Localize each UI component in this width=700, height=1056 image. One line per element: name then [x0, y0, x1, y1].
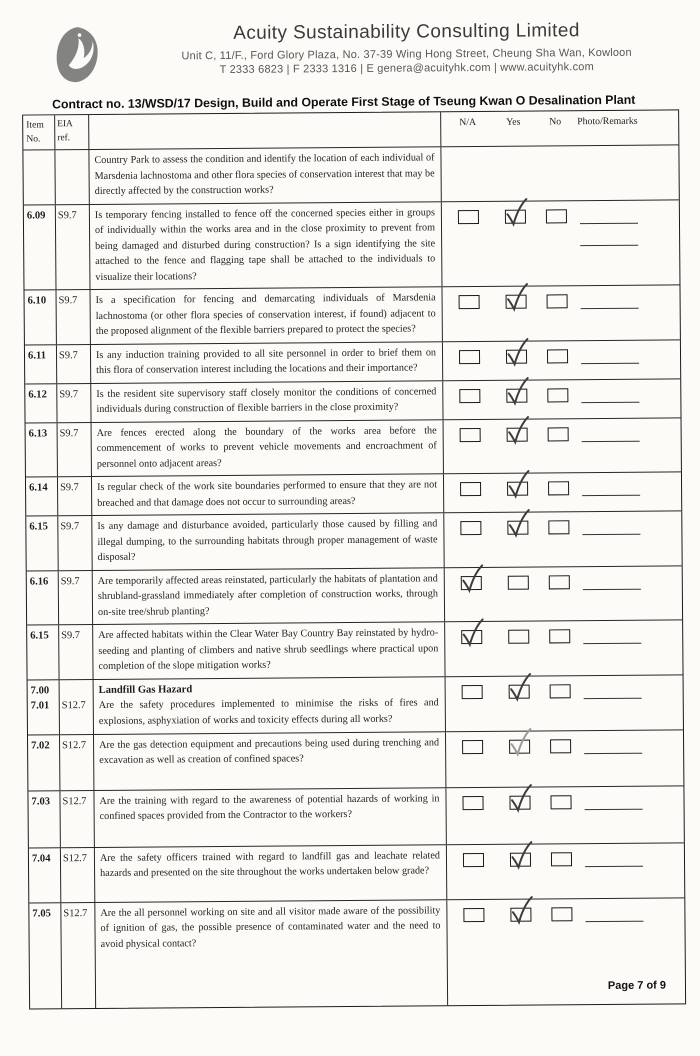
checkbox-yes	[506, 349, 527, 363]
table-header-row	[23, 110, 678, 150]
question-cell	[94, 788, 446, 847]
question-cell	[89, 147, 441, 203]
item-no-cell: 6.15	[27, 625, 59, 679]
table-row	[29, 898, 685, 1008]
checkbox-na	[459, 388, 480, 402]
response-cell	[444, 418, 681, 473]
check-mark	[503, 197, 529, 227]
table-row	[23, 145, 678, 205]
item-no-cell: 7.03	[28, 791, 60, 847]
question-cell	[95, 900, 448, 1008]
checkbox-na	[463, 852, 484, 866]
response-cell	[444, 511, 681, 566]
check-mark	[459, 563, 485, 593]
item-no-cell: 6.09	[24, 205, 57, 290]
checkbox-no	[547, 388, 568, 402]
page-number: Page 7 of 9	[607, 979, 667, 992]
table-row	[24, 200, 680, 291]
item-no-cell: 6.10	[25, 290, 57, 344]
checkbox-na	[460, 521, 481, 535]
checkbox-na	[461, 630, 482, 644]
eia-ref-cell: S12.7	[61, 903, 96, 1008]
question-text: Is regular check of the work site boundaries performed to ensure that they are not breached and that damage does not occur to surrounding areas?	[97, 479, 438, 509]
check-mark	[508, 895, 534, 925]
question-cell	[92, 420, 444, 476]
question-text: Is any damage and disturbance avoided, particularly those caused by filling and illegal dumping, to the surrounding habitats through proper management of waste disposal?	[97, 518, 438, 563]
col-header-responses	[441, 110, 678, 146]
eia-ref-cell: S12.7	[60, 680, 94, 734]
checkbox-no	[548, 520, 569, 534]
checkbox-no	[548, 427, 569, 441]
table-row	[26, 418, 681, 478]
eia-ref-cell: S9.7	[59, 625, 93, 679]
remarks-line	[582, 534, 640, 535]
response-cell	[442, 285, 679, 340]
table-row	[26, 511, 681, 571]
item-no-cell: 6.16	[27, 571, 59, 625]
question-text: Is temporary fencing installed to fence off the concerned species either in groups of individually within the works area and in the close proximity to prevent from being damaged and disturbed during construction? Is a sign identifying the site attached to the fence and flagging tape shall be attached to the individuals to visualize their locations?	[94, 206, 436, 283]
col-header-eia-ref: EIA ref.	[55, 115, 89, 149]
check-mark	[504, 376, 530, 406]
remarks-line	[584, 752, 642, 753]
remarks-line	[580, 244, 638, 245]
checkbox-no	[550, 795, 571, 809]
checkbox-yes	[509, 795, 530, 809]
item-no-cell: 6.14	[26, 477, 58, 515]
checkbox-na	[462, 739, 483, 753]
bird-icon	[54, 26, 100, 84]
question-text: Are affected habitats within the Clear Water Bay Country Bay reinstated by hydro-seeding and planting of climbers and native shrub seedlings where practical upon completion of the slope mitigation works?	[98, 627, 439, 672]
question-text: Is any induction training provided to all site personnel in order to brief them on this flora of conservation interest including the locations and their importance?	[95, 346, 437, 376]
table-row	[27, 566, 682, 626]
table-row	[25, 379, 680, 423]
remarks-line	[585, 865, 643, 866]
response-cell	[444, 472, 681, 512]
col-header-photo-remarks: Photo/Remarks	[577, 115, 638, 128]
question-text: Country Park to assess the condition and identify the location of each individual of Marsdenia lachnostoma and other flora species of conservation interest that may be directly affected by the construction works?	[94, 152, 435, 197]
table-row	[28, 675, 683, 735]
letterhead-text	[136, 19, 676, 76]
question-cell	[91, 342, 443, 383]
question-text: Are temporarily affected areas reinstated, particularly the habitats of plantation and shrubland-grassland immediately after completion of construction works, through on-site tree/shrub planting?	[97, 572, 438, 618]
question-cell	[95, 845, 447, 902]
checkbox-yes	[508, 630, 529, 644]
checkbox-no	[551, 907, 572, 921]
company-contact: T 2333 6823 | F 2333 1316 | E genera@acuityhk.com | www.acuityhk.com	[219, 61, 594, 77]
eia-ref-cell: S9.7	[59, 571, 93, 625]
response-cell	[445, 566, 682, 621]
question-cell	[92, 513, 444, 569]
checkbox-no	[550, 684, 571, 698]
table-row	[25, 340, 680, 384]
col-header-question	[89, 112, 441, 149]
remarks-line	[582, 495, 640, 496]
eia-ref-cell: S9.7	[58, 477, 92, 515]
col-header-na: N/A	[459, 116, 477, 129]
remarks-line	[585, 920, 643, 921]
col-header-yes: Yes	[506, 116, 521, 128]
eia-ref-cell: S9.7	[58, 516, 92, 570]
section-heading: Landfill Gas Hazard	[98, 683, 193, 696]
eia-ref-cell: S12.7	[60, 791, 94, 847]
check-mark	[503, 283, 529, 313]
check-mark	[508, 840, 534, 870]
item-no-cell: 6.13	[26, 423, 58, 477]
check-mark	[504, 337, 530, 367]
contract-title: Contract no. 13/WSD/17 Design, Build and Operate First Stage of Tseung Kwan O Desalination Plant	[51, 92, 636, 112]
item-no-cell: 6.12	[25, 384, 57, 422]
table-row	[28, 730, 683, 791]
acuity-bird-logo	[54, 26, 100, 84]
remarks-line	[582, 440, 640, 441]
checklist-rows	[23, 145, 685, 1008]
checkbox-no	[550, 739, 571, 753]
eia-ref-cell: S12.7	[61, 848, 95, 902]
item-no-cell: 6.11	[25, 345, 57, 383]
question-cell	[93, 568, 445, 624]
eia-ref-cell: S9.7	[57, 384, 91, 422]
check-mark	[507, 783, 533, 813]
checkbox-yes	[505, 209, 526, 223]
checkbox-yes	[507, 427, 528, 441]
check-mark	[507, 672, 533, 702]
checkbox-no	[547, 294, 568, 308]
question-cell	[94, 677, 446, 734]
question-text: Are the safety officers trained with regard to landfill gas and leachate related hazards and presented on the site throughout the works undertaken below grade?	[99, 849, 440, 879]
item-no-cell: 7.04	[29, 848, 61, 902]
response-cell	[442, 200, 680, 286]
response-cell	[443, 340, 680, 380]
checkbox-na	[461, 575, 482, 589]
checkbox-yes	[508, 575, 529, 589]
table-row	[28, 786, 683, 848]
table-row	[27, 620, 682, 680]
question-cell	[90, 202, 443, 289]
question-text: Are the training with regard to the awareness of potential hazards of working in confined spaces provided from the Contractor to the workers?	[99, 792, 440, 822]
checkbox-yes	[510, 907, 531, 921]
checkbox-na	[463, 907, 484, 921]
checkbox-no	[547, 349, 568, 363]
question-text: Are the safety procedures implemented to minimise the risks of fires and explosions, asphyxiation of works and toxicity effects during all works?	[98, 697, 439, 727]
question-cell	[91, 381, 443, 422]
checkbox-na	[462, 795, 483, 809]
checkbox-na	[460, 427, 481, 441]
checkbox-yes	[510, 852, 531, 866]
remarks-line	[581, 308, 639, 309]
checkbox-na	[462, 684, 483, 698]
checkbox-na	[459, 295, 480, 309]
check-mark	[505, 470, 531, 500]
item-no-cell: 7.02	[28, 735, 60, 790]
eia-ref-cell: S9.7	[57, 290, 91, 344]
response-cell	[441, 145, 678, 200]
checkbox-yes	[509, 739, 530, 753]
checkbox-no	[549, 575, 570, 589]
question-text: Are the gas detection equipment and precautions being used during trenching and excavation as well as creation of confined spaces?	[99, 736, 440, 766]
company-address: Unit C, 11/F., Ford Glory Plaza, No. 37-39 Wing Hong Street, Cheung Sha Wan, Kowloon	[181, 46, 632, 63]
question-cell	[94, 732, 446, 790]
checkbox-yes	[509, 684, 530, 698]
check-mark	[504, 415, 530, 445]
response-cell	[446, 786, 683, 844]
question-cell	[92, 474, 444, 515]
response-cell	[443, 379, 680, 419]
response-cell	[446, 675, 683, 731]
item-no-cell: 6.15	[26, 516, 58, 570]
remarks-line	[583, 643, 641, 644]
checkbox-na	[458, 209, 479, 223]
checkbox-yes	[506, 295, 527, 309]
remarks-line	[581, 401, 639, 402]
checkbox-no	[548, 481, 569, 495]
col-header-item-no: Item No.	[23, 115, 55, 149]
eia-ref-cell: S9.7	[57, 345, 91, 383]
eia-ref-cell: S9.7	[58, 423, 92, 477]
table-row	[25, 285, 680, 345]
question-cell	[93, 622, 445, 678]
check-mark	[459, 618, 485, 648]
checkbox-na	[459, 349, 480, 363]
question-text: Are fences erected along the boundary of the works area before the commencement of works to prevent vehicle movements and encroachment of personnel onto adjacent areas?	[96, 424, 437, 470]
item-no-cell: 7.00 7.01	[28, 680, 60, 734]
question-text: Are the all personnel working on site and all visitor made aware of the possibility of ignition of gas, the possible presence of contaminated water and the need to avoid physical contact?	[100, 904, 441, 950]
checkbox-yes	[507, 482, 528, 496]
check-mark	[505, 509, 531, 539]
eia-ref-cell: S9.7	[56, 205, 91, 290]
eia-ref-cell: S12.7	[60, 735, 94, 790]
remarks-line	[585, 808, 643, 809]
col-header-no: No	[549, 116, 562, 128]
letterhead	[0, 19, 697, 96]
item-no-cell	[23, 150, 55, 204]
company-name: Acuity Sustainability Consulting Limited	[233, 20, 580, 44]
remarks-line	[580, 222, 638, 223]
remarks-line	[584, 697, 642, 698]
checklist-table	[22, 109, 686, 1009]
checkbox-no	[549, 629, 570, 643]
checkbox-na	[460, 482, 481, 496]
response-cell	[446, 730, 683, 787]
table-row	[26, 472, 681, 516]
checkbox-yes	[506, 388, 527, 402]
response-cell	[447, 843, 684, 899]
remarks-line	[581, 362, 639, 363]
question-text: Is the resident site supervisory staff closely monitor the conditions of concerned individuals during construction of flexible barriers in the close proximity?	[96, 385, 437, 415]
question-cell	[91, 287, 443, 343]
question-text: Is a specification for fencing and demarcating individuals of Marsdenia lachnostoma (or other flora species of conservation interest, if found) adjacent to the proposed alignment of the flexible barriers prepared to protect the species?	[95, 292, 436, 337]
response-cell	[445, 620, 682, 675]
checkbox-no	[551, 852, 572, 866]
remarks-line	[583, 588, 641, 589]
item-no-cell: 7.05	[29, 903, 62, 1008]
checkbox-no	[546, 209, 567, 223]
checkbox-yes	[507, 521, 528, 535]
check-mark	[507, 727, 533, 757]
eia-ref-cell	[55, 150, 89, 204]
table-row	[29, 843, 684, 903]
